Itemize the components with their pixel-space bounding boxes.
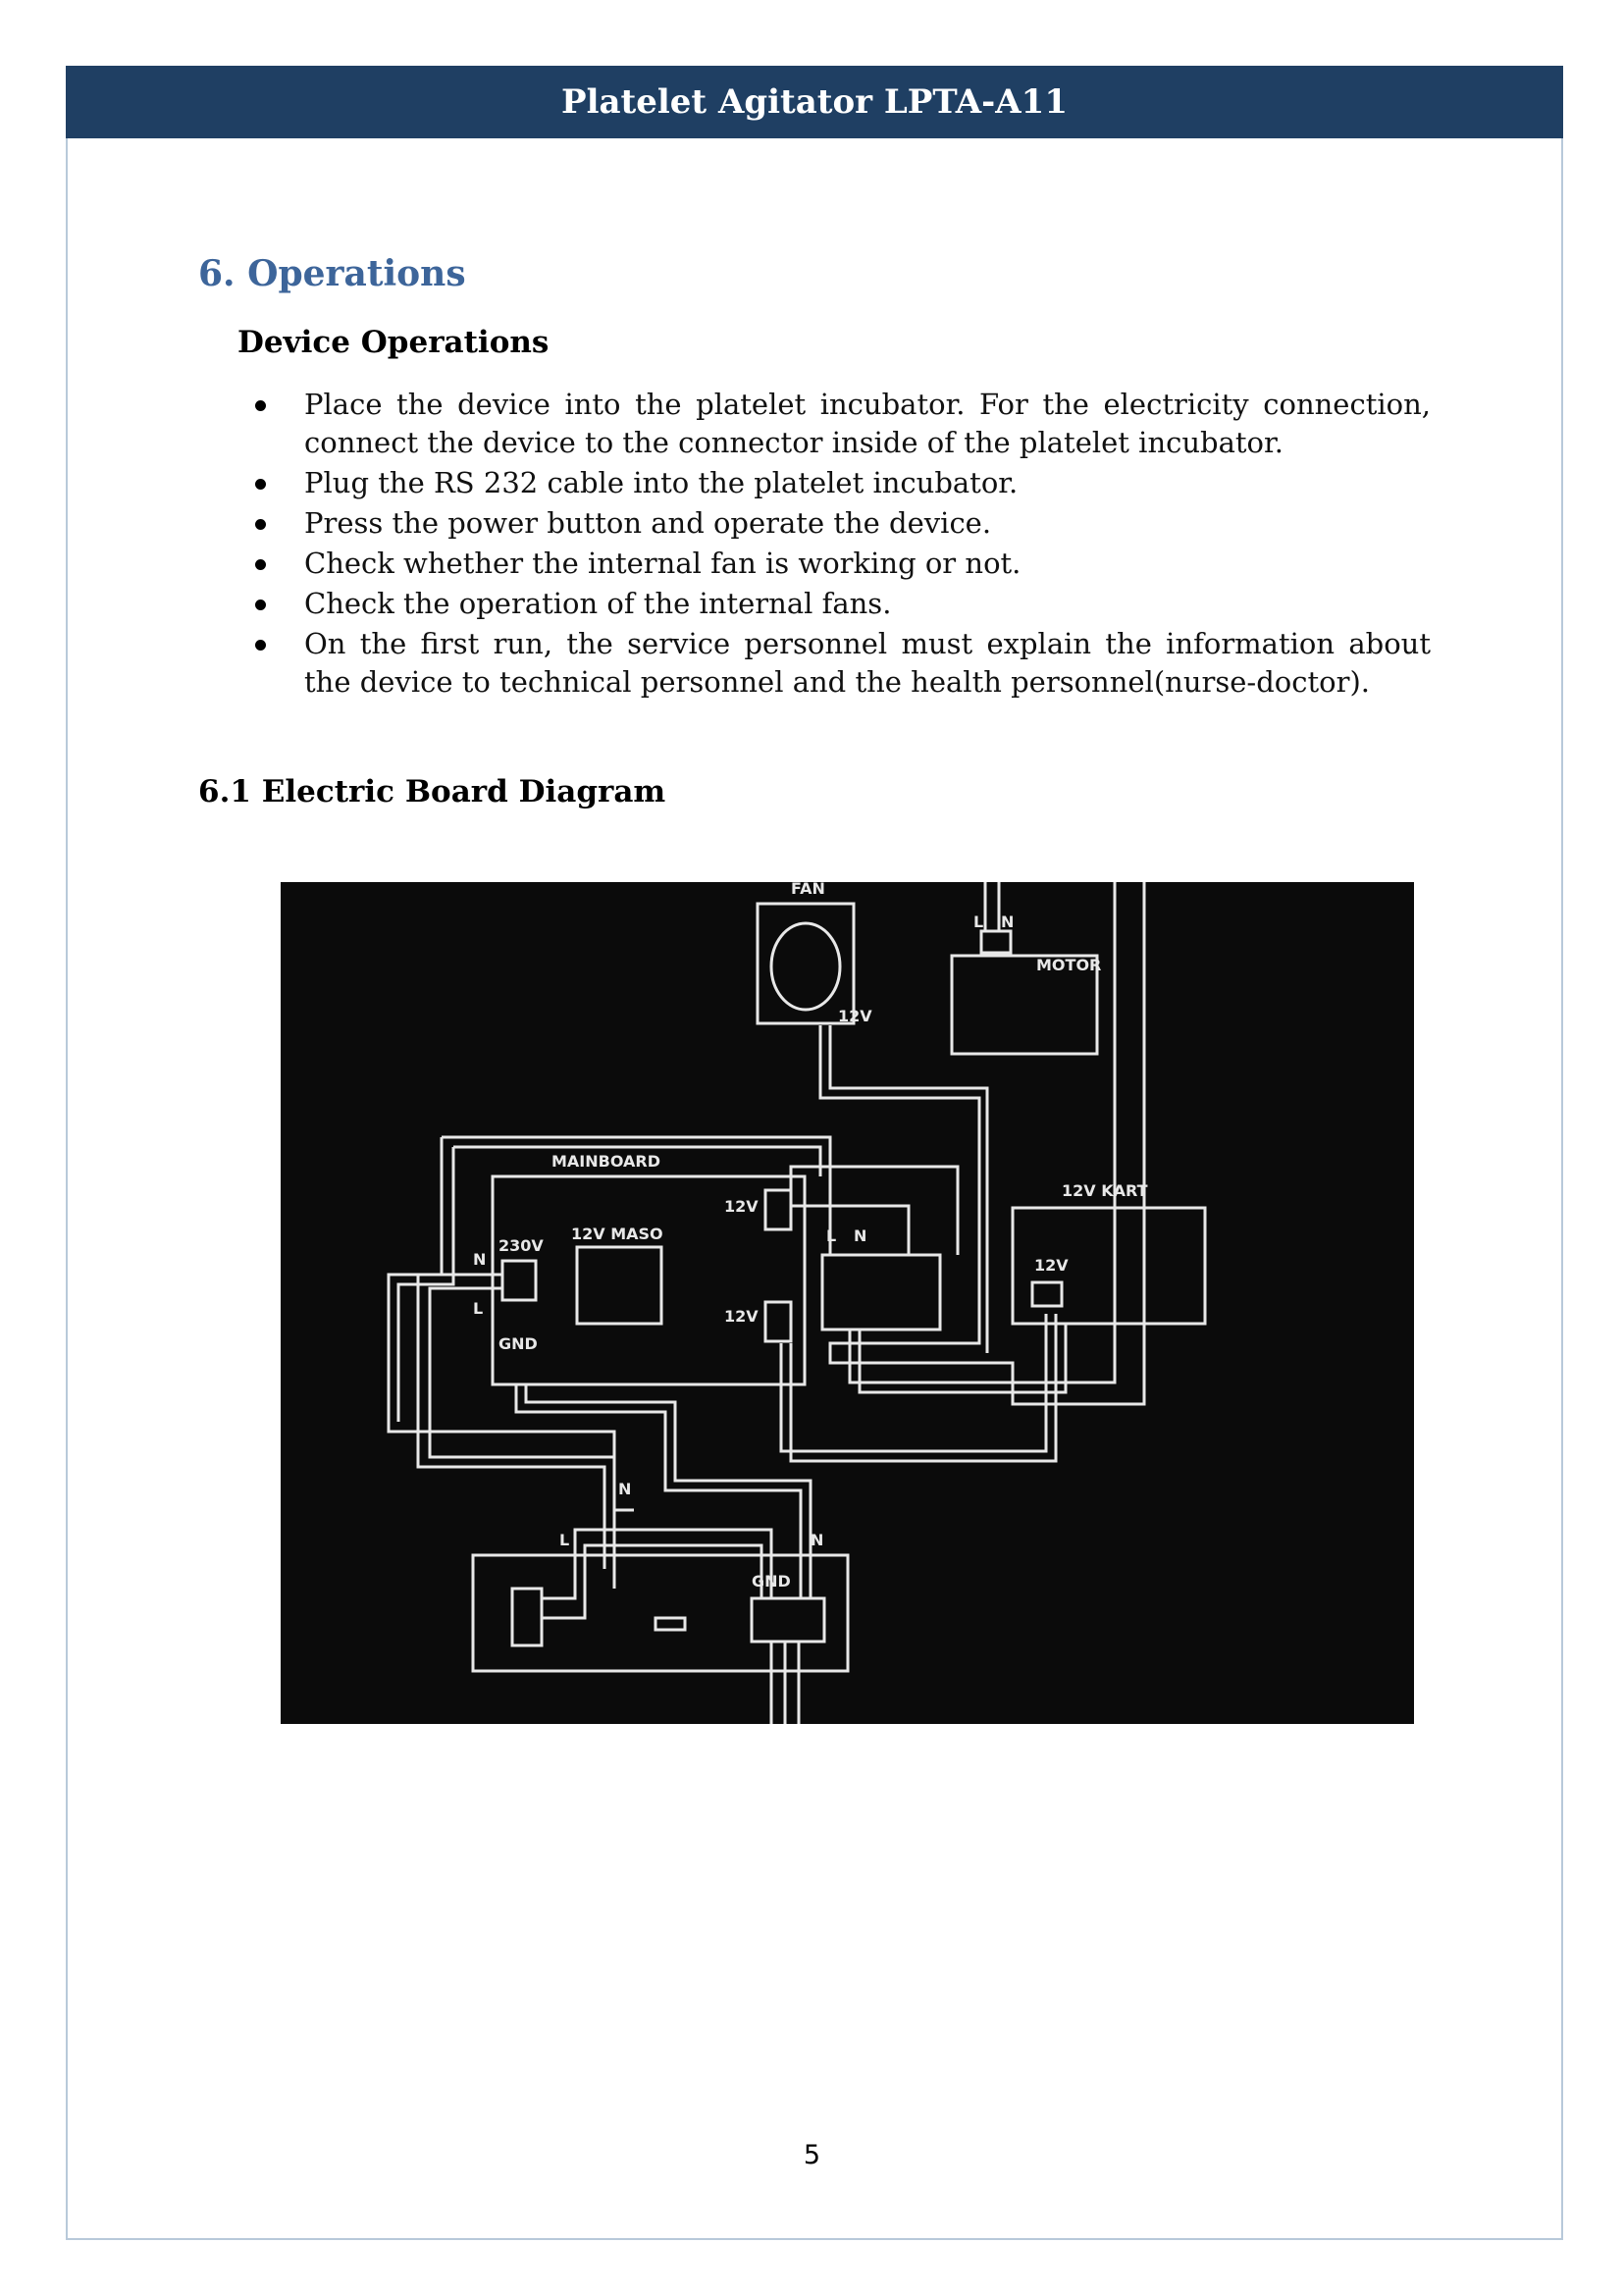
- diagram-label-card: 12V KART: [1062, 1181, 1148, 1200]
- diagram-label-main-l: L: [473, 1299, 484, 1318]
- wire: [430, 1288, 614, 1589]
- diagram-label-fan: FAN: [791, 882, 825, 898]
- relay-block: [822, 1255, 940, 1330]
- section-title: 6. Operations: [198, 253, 466, 294]
- diagram-label-12v-bottom: 12V: [724, 1307, 759, 1326]
- diagram-label-fan-12v: 12V: [838, 1007, 872, 1025]
- diagram-label-card-12v: 12V: [1034, 1256, 1069, 1275]
- fuse-icon: [655, 1618, 685, 1630]
- wire: [398, 1147, 453, 1422]
- wire: [791, 1314, 1056, 1461]
- mainboard-connector-12v-top: [765, 1190, 791, 1229]
- diagram-label-socket-n: N: [811, 1531, 824, 1549]
- wire: [791, 1206, 909, 1255]
- diagram-label-motor-l: L: [973, 913, 984, 931]
- wire: [516, 1384, 801, 1598]
- bullet-icon: [255, 400, 266, 411]
- diagram-label-socket-gnd: GND: [752, 1572, 791, 1591]
- power-inlet-box: [473, 1555, 848, 1671]
- chip-box: [577, 1247, 661, 1324]
- diagram-label-mainboard: MAINBOARD: [551, 1152, 660, 1171]
- diagram-label-gnd: GND: [498, 1334, 538, 1353]
- wire: [830, 1025, 987, 1353]
- diagram-label-inlet-l: L: [559, 1531, 570, 1549]
- diagram-label-relay-n: N: [854, 1226, 867, 1245]
- mainboard-connector-230v: [502, 1261, 536, 1300]
- diagram-label-motor-n: N: [1001, 913, 1015, 931]
- page-number: 5: [803, 2140, 821, 2170]
- diagram-label-12v-top: 12V: [724, 1197, 759, 1216]
- electric-board-diagram: [281, 882, 1414, 1724]
- socket-box: [752, 1598, 824, 1642]
- document-title: Platelet Agitator LPTA-A11: [561, 82, 1068, 122]
- document-header: [66, 66, 1563, 138]
- bullet-icon: [255, 559, 266, 570]
- list-item: Plug the RS 232 cable into the platelet incubator.: [249, 464, 1431, 502]
- diagram-label-inlet-n: N: [618, 1480, 632, 1498]
- list-item: Place the device into the platelet incubator. For the electricity connection, connect the device to the connector inside of the platelet incubator.: [249, 386, 1431, 462]
- mainboard-connector-12v-bottom: [765, 1302, 791, 1341]
- subsection-title: 6.1 Electric Board Diagram: [198, 774, 666, 809]
- list-item: Check the operation of the internal fans.: [249, 585, 1431, 623]
- bullet-icon: [255, 640, 266, 651]
- fan-circle-icon: [771, 923, 840, 1010]
- diagram-label-motor: MOTOR: [1036, 956, 1102, 974]
- motor-connector: [981, 931, 1011, 953]
- bullet-icon: [255, 600, 266, 610]
- diagram-label-chip: 12V MASO: [571, 1225, 663, 1243]
- card-connector: [1032, 1282, 1062, 1306]
- diagram-label-relay-l: L: [826, 1226, 837, 1245]
- list-item: On the first run, the service personnel must explain the information about the device to technical personnel and the health personnel(nurse-doctor).: [249, 625, 1431, 702]
- bullet-icon: [255, 519, 266, 530]
- switch-box: [512, 1589, 542, 1645]
- diagram-label-230v: 230V: [498, 1236, 544, 1255]
- wire: [791, 1167, 958, 1255]
- wire: [985, 882, 999, 931]
- wire: [542, 1530, 771, 1598]
- operations-list: [249, 386, 1431, 704]
- list-item: Press the power button and operate the device.: [249, 504, 1431, 543]
- diagram-label-main-n: N: [473, 1250, 487, 1269]
- subheading: Device Operations: [237, 325, 550, 360]
- wiring-diagram-svg: [281, 882, 1414, 1724]
- bullet-icon: [255, 479, 266, 490]
- list-item: Check whether the internal fan is working or not.: [249, 545, 1431, 583]
- wire: [771, 1642, 799, 1724]
